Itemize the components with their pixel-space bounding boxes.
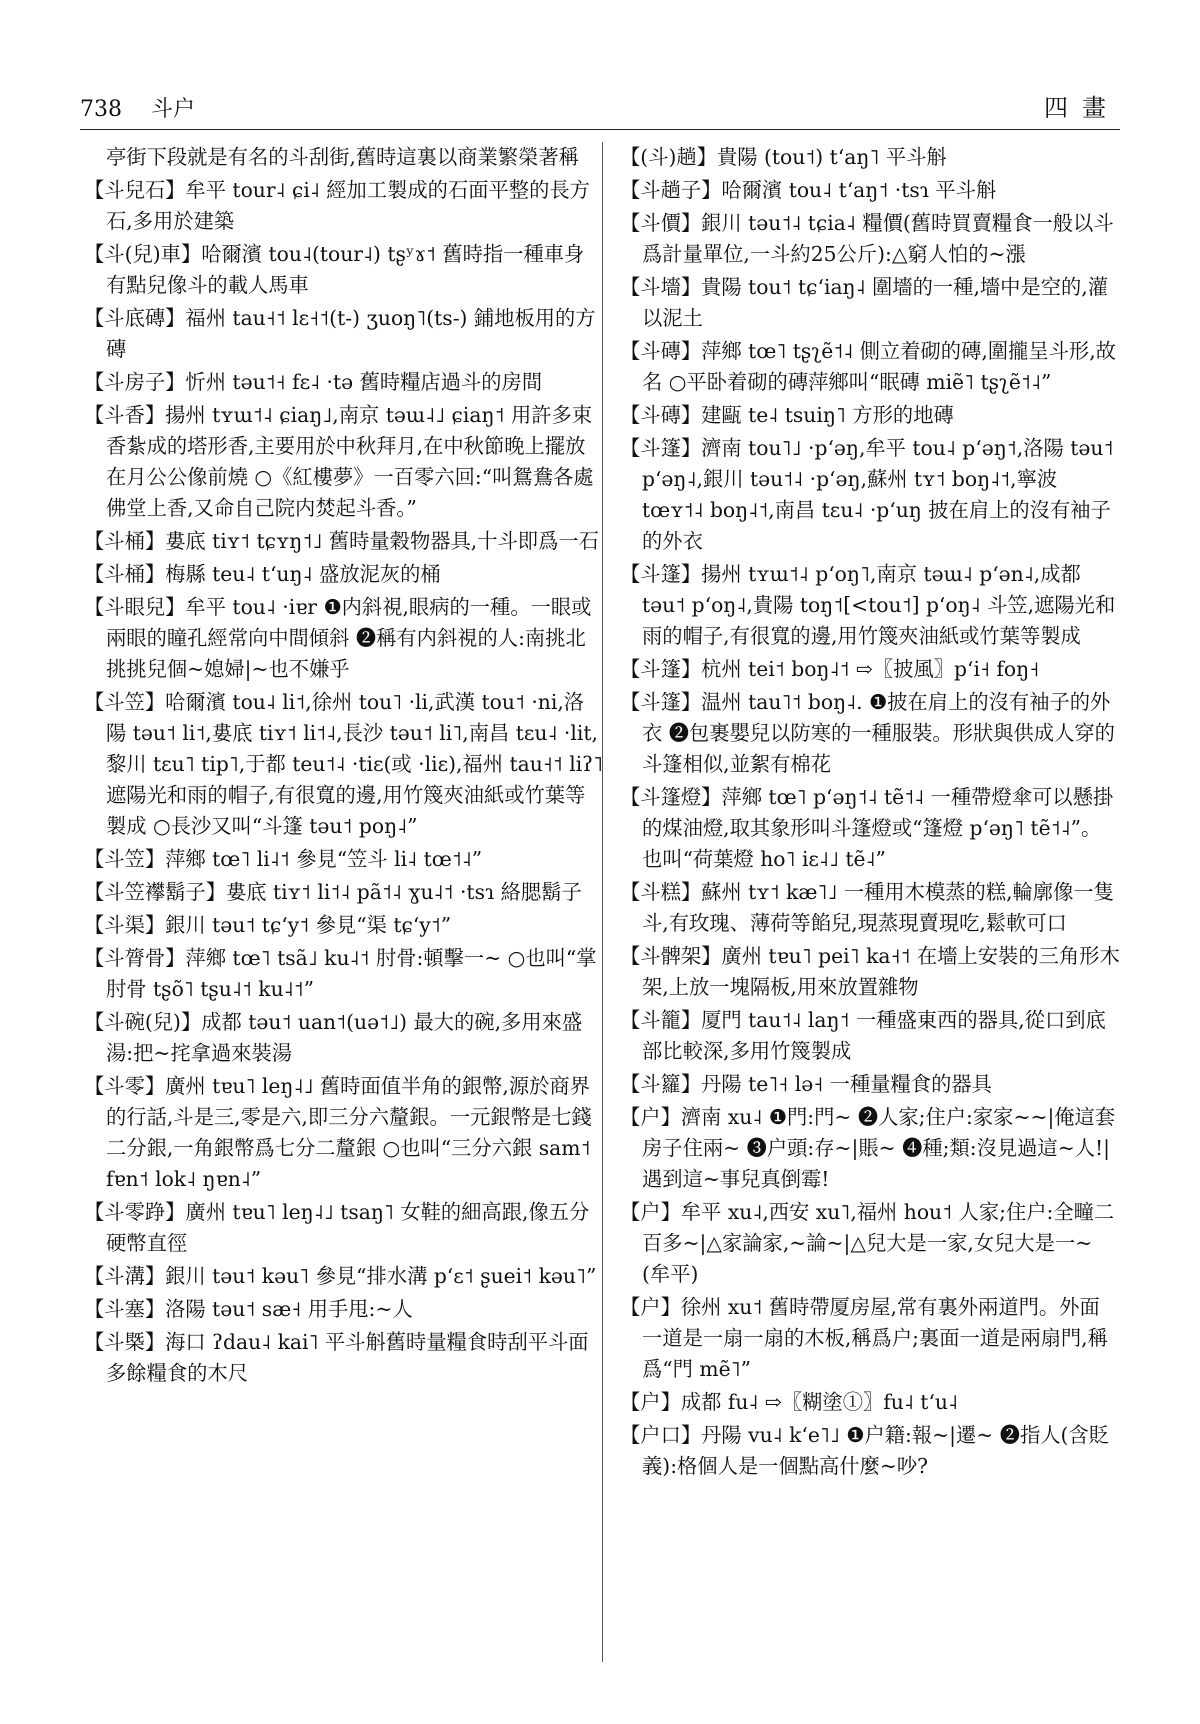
dictionary-entry: 【斗糕】蘇州 tʏ˦ kæ˥˩ 一種用木模蒸的糕,輪廓像一隻斗,有玫瑰、薄荷等餡兒,現蒸現賣現吃,鬆軟可口 xyxy=(620,880,1114,935)
dictionary-entry: 【斗塞】洛陽 təu˦ sæ˧ 用手甩:~人 xyxy=(84,1297,413,1321)
dictionary-entry: 【户】牟平 xu˨,西安 xu˥,福州 hou˦ 人家;住户:全疃二百多~|△家論家,~論~|△兒大是一家,女兒大是一~(牟平) xyxy=(620,1200,1115,1286)
dictionary-entry: 【斗香】揚州 tʏɯ˦˨ ɕiaŋ˩,南京 təɯ˨˩ ɕiaŋ˦ 用許多束香紮成的塔形香,主要用於中秋拜月,在中秋節晚上擺放在月公公像前燒 ○《紅樓夢》一百零六回:“叫鴛鴦各處佛堂上香,又命自己院内焚起斗香。” xyxy=(84,403,594,520)
dictionary-entry: 【斗墻】貴陽 tou˦ tɕʻiaŋ˨ 圍墻的一種,墻中是空的,灌以泥土 xyxy=(620,275,1109,330)
dictionary-entry: 【斗眼兒】牟平 tou˨ ·iɐr ❶内斜視,眼病的一種。一眼或兩眼的瞳孔經常向中間傾斜 ❷稱有内斜視的人:南挑北挑挑兒個~媳婦|~也不嫌乎 xyxy=(84,595,592,681)
dictionary-entry: 【斗笠】哈爾濱 tou˨ li˦,徐州 tou˥ ·li,武漢 tou˦ ·ni,洛陽 təu˦ li˦,婁底 tiʏ˦ li˦˨,長沙 təu˦ li˥,南昌 tɛu˨ ·lit,黎川 tɛu˥ tip˥,于都 teu˦˨ ·tiɛ(或 ·liɛ),福州 tau˧˦ liʔ˥ 遮陽光和雨的帽子,有很寬的邊,用竹篾夾油紙或竹葉等製成 ○長沙又叫“斗篷 təu˦ poŋ˨” xyxy=(84,690,604,838)
dictionary-entry: 【斗兒石】牟平 tour˨ ɕi˨ 經加工製成的石面平整的長方石,多用於建築 xyxy=(84,178,590,233)
dictionary-entry: 【斗磚】萍鄉 tœ˥ tʂʅẽ˦˨ 側立着砌的磚,圍攏呈斗形,故名 ○平卧着砌的磚萍鄉叫“眠磚 miẽ˥ tʂʅẽ˦˨” xyxy=(620,339,1116,394)
section-title: 斗户 xyxy=(151,97,196,122)
page-number: 738 xyxy=(80,97,122,122)
dictionary-entry: 【斗篷燈】萍鄉 tœ˥ pʻəŋ˦˨ tẽ˦˨ 一種帶燈傘可以懸掛的煤油燈,取其象形叫斗篷燈或“篷燈 pʻəŋ˥ tẽ˦˨”。也叫“荷葉燈 ho˥ iɛ˨˩ tẽ˨” xyxy=(620,785,1114,871)
right-column xyxy=(620,142,1120,1484)
dictionary-entry: 【斗槩】海口 ʔdau˨ kai˥ 平斗斛舊時量糧食時刮平斗面多餘糧食的木尺 xyxy=(84,1330,589,1385)
header-left xyxy=(80,92,217,123)
dictionary-entry: 【户】濟南 xu˨ ❶門:門~ ❷人家;住户:家家~~|俺這套房子住兩~ ❸户頭:存~|賬~ ❹種;類:沒見過這~人!|遇到這~事兒真倒霉! xyxy=(620,1105,1116,1191)
dictionary-entry: 【斗籮】丹陽 te˥˧ lə˧ 一種量糧食的器具 xyxy=(620,1072,992,1096)
dictionary-entry: 【斗篷】杭州 tei˦ boŋ˨˦ ⇨〖披風〗pʻi˧ foŋ˧ xyxy=(620,657,1040,681)
dictionary-entry: 【斗(兒)車】哈爾濱 tou˨(tour˨) tʂʸɤ˦ 舊時指一種車身有點兒像斗的載人馬車 xyxy=(84,242,585,297)
dictionary-entry: 【斗籠】厦門 tau˦˨ laŋ˦ 一種盛東西的器具,從口到底部比較深,多用竹篾製成 xyxy=(620,1008,1106,1063)
left-column xyxy=(84,142,604,1391)
dictionary-entry: 【斗底磚】福州 tau˧˦ lɛ˧˦(t-) ʒuoŋ˥(ts-) 鋪地板用的方磚 xyxy=(84,306,596,361)
dictionary-entry: 【斗膂骨】萍鄉 tœ˥ tsã˩ ku˨˦ 肘骨:頓擊一~ ○也叫“掌肘骨 tʂõ˥ tʂu˨˦ ku˨˦” xyxy=(84,946,597,1001)
dictionary-entry: 【斗房子】忻州 təu˦˧ fɛ˨ ·tə 舊時糧店過斗的房間 xyxy=(84,370,543,394)
dictionary-entry: 【斗趟子】哈爾濱 tou˨ tʻaŋ˦ ·tsɿ 平斗斛 xyxy=(620,178,997,202)
dictionary-entry: 【斗價】銀川 təu˦˨ tɕia˨ 糧價(舊時買賣糧食一般以斗爲計量單位,一斗約25公斤):△窮人怕的~漲 xyxy=(620,211,1114,266)
dictionary-entry: 【斗磚】建甌 te˨ tsuiŋ˥ 方形的地磚 xyxy=(620,403,954,427)
dictionary-entry: 【斗渠】銀川 təu˦ tɕʻy˦ 參見“渠 tɕʻy˦” xyxy=(84,913,452,937)
dictionary-entry: 【斗碗(兒)】成都 təu˦ uan˦(uə˦˩) 最大的碗,多用來盛湯:把~挓拿過來裝湯 xyxy=(84,1010,583,1065)
dictionary-entry: 【斗髀架】廣州 tɐu˥ pei˥ ka˧˦ 在墻上安裝的三角形木架,上放一塊隔板,用來放置雜物 xyxy=(620,944,1120,999)
dictionary-entry: 【(斗)趟】貴陽 (tou˦) tʻaŋ˥ 平斗斛 xyxy=(620,145,947,169)
page-header xyxy=(80,82,1120,130)
dictionary-entry: 【斗篷】揚州 tʏɯ˦˨ pʻoŋ˥,南京 təɯ˨ pʻən˨,成都 təu˦ pʻoŋ˨,貴陽 toŋ˦[<tou˦] pʻoŋ˨ 斗笠,遮陽光和雨的帽子,有很寬的邊,用竹篾夾油紙或竹葉等製成 xyxy=(620,562,1116,648)
dictionary-entry: 【斗篷】濟南 tou˥˩ ·pʻəŋ,牟平 tou˨ pʻəŋ˦,洛陽 təu˦ pʻəŋ˨,銀川 təu˦˨ ·pʻəŋ,蘇州 tʏ˦ boŋ˨˦,寧波 tœʏ˦˨ boŋ˨˦,南昌 tɛu˨ ·pʻuŋ 披在肩上的沒有袖子的外衣 xyxy=(620,436,1114,553)
dictionary-entry: 【户】徐州 xu˦ 舊時帶厦房屋,常有裏外兩道門。外面一道是一扇一扇的木板,稱爲户;裏面一道是兩扇門,稱爲“門 mẽ˥” xyxy=(620,1295,1108,1381)
dictionary-entry: 【户口】丹陽 vu˨ kʻe˥˩ ❶户籍:報~|遷~ ❷指人(含貶義):格個人是一個點高什麼~吵? xyxy=(620,1423,1110,1478)
dictionary-entry: 【斗桶】婁底 tiʏ˦ tɕʏŋ˦˩ 舊時量穀物器具,十斗即爲一石 xyxy=(84,529,599,553)
dictionary-entry: 【户】成都 fu˨ ⇨〖糊塗①〗fu˨ tʻu˨ xyxy=(620,1390,958,1414)
dictionary-entry: 【斗溝】銀川 təu˦ kəu˥ 參見“排水溝 pʻɛ˦ ʂuei˦ kəu˥” xyxy=(84,1264,597,1288)
stroke-label: 四畫 xyxy=(1044,94,1120,122)
dictionary-entry: 【斗桶】梅縣 teu˨ tʻuŋ˨ 盛放泥灰的桶 xyxy=(84,562,441,586)
dictionary-entry: 【斗笠襻鬍子】婁底 tiʏ˦ li˦˨ pã˦˨ ɣu˨˦ ·tsɿ 絡腮鬍子 xyxy=(84,880,582,904)
dictionary-entry: 亭街下段就是有名的斗刮街,舊時這裏以商業繁榮著稱 xyxy=(106,145,579,169)
dictionary-entry: 【斗零踭】廣州 tɐu˥ leŋ˨˩ tsaŋ˥ 女鞋的細高跟,像五分硬幣直徑 xyxy=(84,1200,590,1255)
dictionary-entry: 【斗零】廣州 tɐu˥ leŋ˨˩ 舊時面值半角的銀幣,源於商界的行話,斗是三,零是六,即三分六釐銀。一元銀幣是七錢二分銀,一角銀幣爲七分二釐銀 ○也叫“三分六銀 sam˦ fɐn˦ lok˨ ŋɐn˨” xyxy=(84,1074,592,1191)
dictionary-entry: 【斗篷】温州 tau˥˦ boŋ˨. ❶披在肩上的沒有袖子的外衣 ❷包裹嬰兒以防寒的一種服裝。形狀與供成人穿的斗篷相似,並絮有棉花 xyxy=(620,690,1115,776)
dictionary-entry: 【斗笠】萍鄉 tœ˥ li˨˦ 參見“笠斗 li˨ tœ˦˨” xyxy=(84,847,483,871)
